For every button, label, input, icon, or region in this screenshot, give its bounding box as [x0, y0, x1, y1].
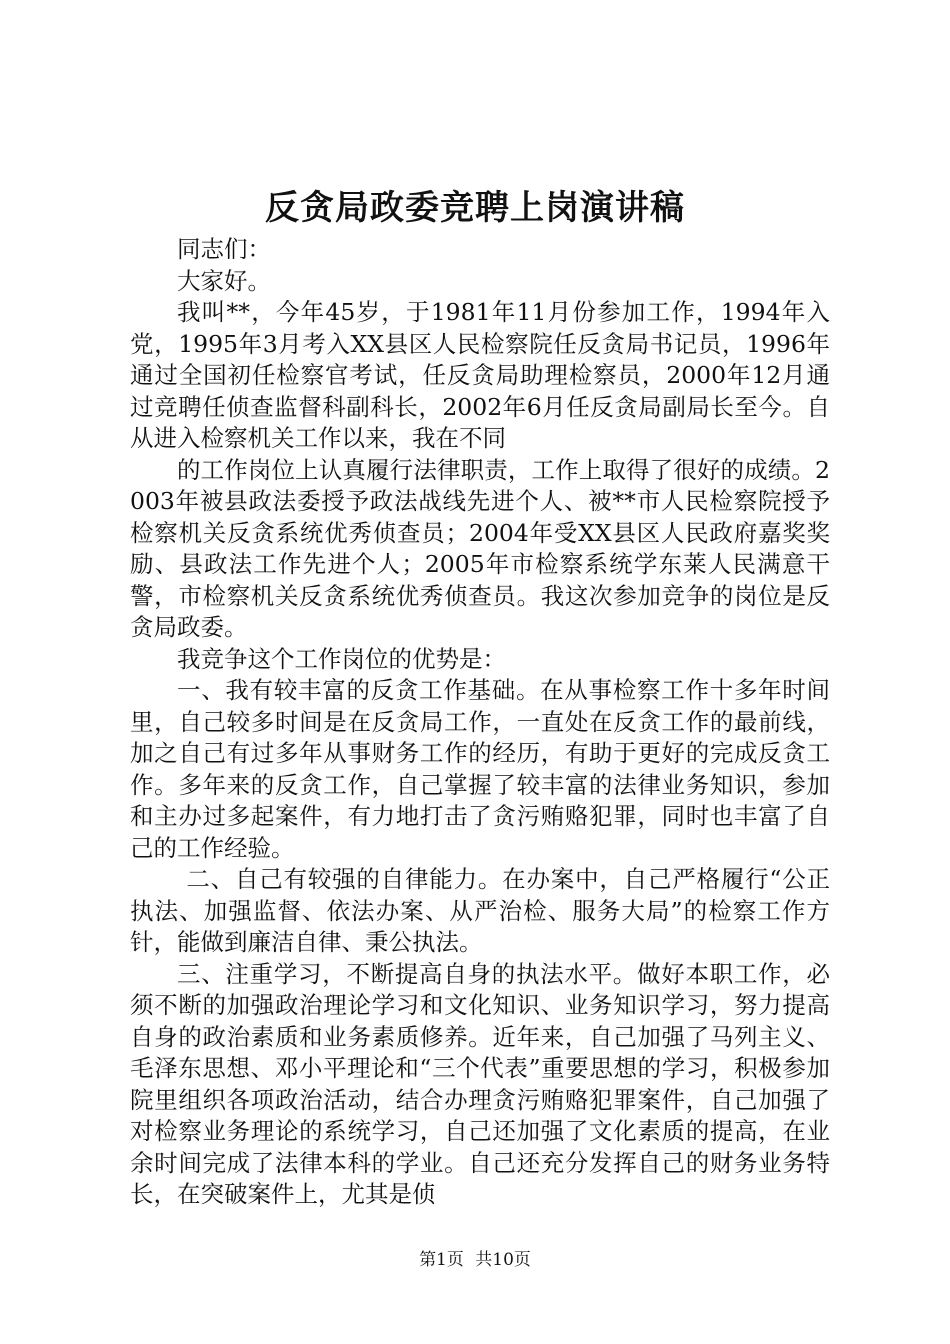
paragraph-advantage-two: 二、自己有较强的自律能力。在办案中，自己严格履行“公正执法、加强监督、依法办案、从严治检、服务大局”的检察工作方针，能做到廉洁自律、秉公执法。: [130, 865, 830, 956]
paragraph-self-introduction: 我叫**，今年45岁，于1981年11月份参加工作，1994年入党，1995年3月考入XX县区人民检察院任反贪局书记员，1996年通过全国初任检察官考试，任反贪局助理检察员，2000年12月通过竞聘任侦查监督科副科长，2002年6月任反贪局副局长至今。自从进入检察机关工作以来，我在不同: [130, 298, 830, 452]
document-body: [130, 234, 830, 1211]
page-footer: [0, 1245, 950, 1270]
paragraph-achievements: 的工作岗位上认真履行法律职责，工作上取得了很好的成绩。2003年被县政法委授予政法战线先进个人、被**市人民检察院授予检察机关反贪系统优秀侦查员；2004年受XX县区人民政府嘉奖奖励、县政法工作先进个人；2005年市检察系统学东莱人民满意干警，市检察机关反贪系统优秀侦查员。我这次参加竞争的岗位是反贪局政委。: [130, 455, 830, 641]
paragraph-advantage-three: 三、注重学习，不断提高自身的执法水平。做好本职工作，必须不断的加强政治理论学习和文化知识、业务知识学习，努力提高自身的政治素质和业务素质修养。近年来，自己加强了马列主义、毛泽东思想、邓小平理论和“三个代表”重要思想的学习，积极参加院里组织各项政治活动，结合办理贪污贿赂犯罪案件，自己加强了对检察业务理论的系统学习，自己还加强了文化素质的提高，在业余时间完成了法律本科的学业。自己还充分发挥自己的财务业务特长，在突破案件上，尤其是侦: [130, 959, 830, 1208]
document-title: 反贪局政委竞聘上岗演讲稿: [265, 188, 685, 228]
paragraph-greeting: 大家好。: [177, 266, 271, 295]
paragraph-advantage-one: 一、我有较丰富的反贪工作基础。在从事检察工作十多年时间里，自己较多时间是在反贪局工作，一直处在反贪工作的最前线，加之自己有过多年从事财务工作的经历，有助于更好的完成反贪工作。多年来的反贪工作，自己掌握了较丰富的法律业务知识，参加和主办过多起案件，有力地打击了贪污贿赂犯罪，同时也丰富了自己的工作经验。: [130, 676, 830, 862]
paragraph-salutation: 同志们：: [177, 235, 271, 263]
page-total: 共10页: [475, 1250, 531, 1270]
paragraph-advantages-intro: 我竞争这个工作岗位的优势是：: [177, 644, 506, 673]
page-number: 第1页: [419, 1250, 464, 1270]
